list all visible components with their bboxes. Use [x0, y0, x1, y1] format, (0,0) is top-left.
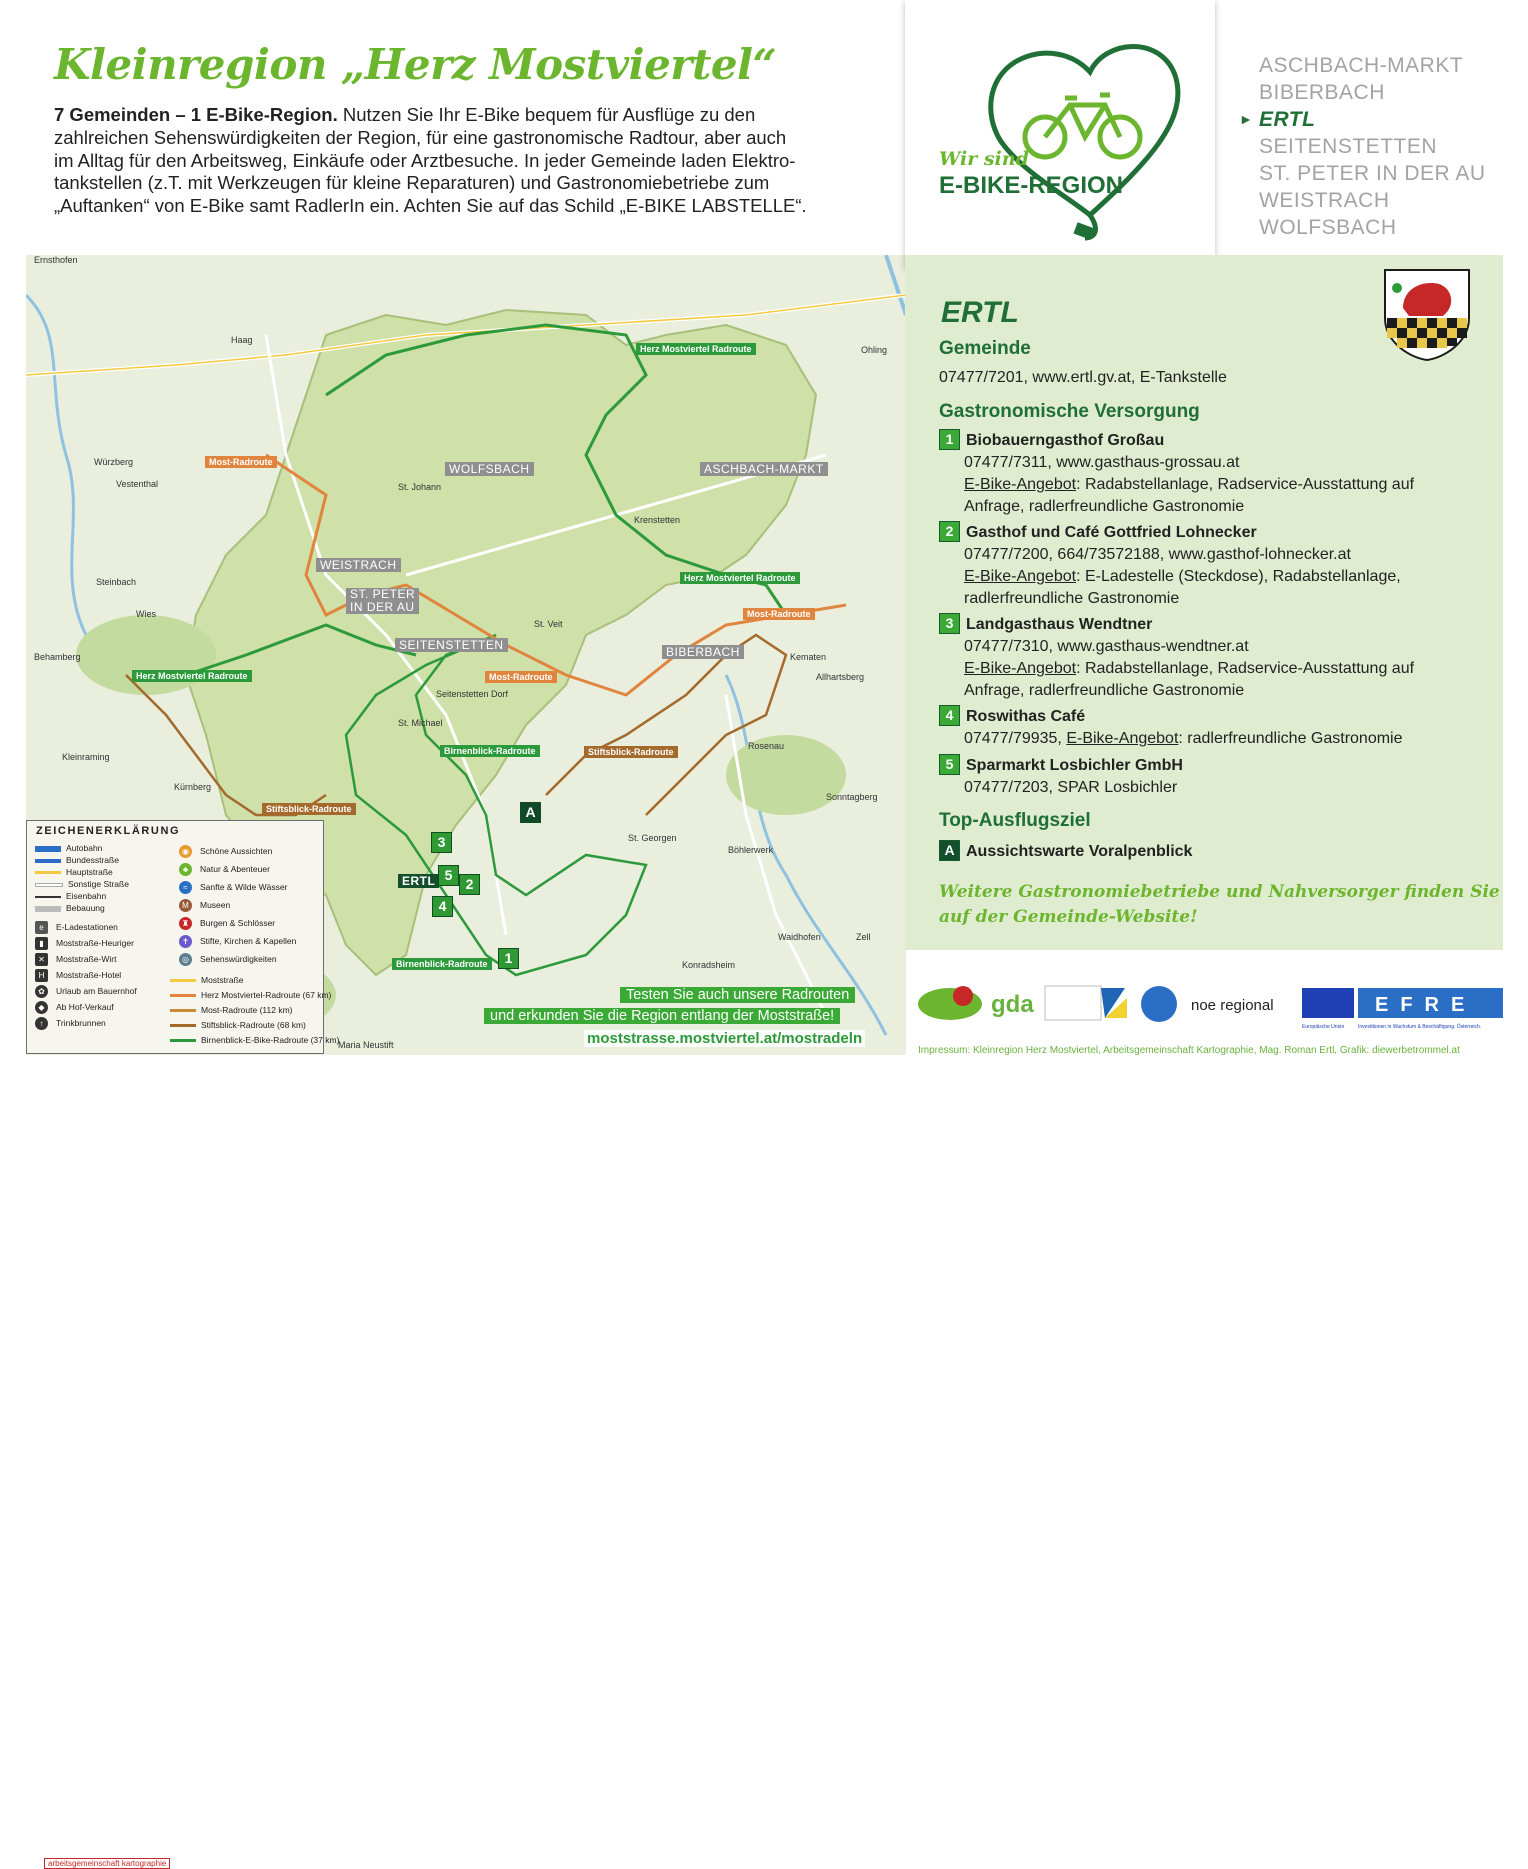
gastro-entry	[939, 705, 1484, 750]
map-label-biberbach: BIBERBACH	[662, 645, 744, 659]
entry-contact: 07477/7200, 664/73572188, www.gasthof-lohnecker.at	[964, 546, 1351, 563]
entry-name: Roswithas Café	[966, 708, 1086, 725]
municipality-item[interactable]: WEISTRACH	[1259, 189, 1390, 212]
herz-mostviertel-logo-icon	[918, 986, 982, 1020]
place-label: Kematen	[790, 652, 827, 662]
entry-offer-label: E-Bike-Angebot	[964, 660, 1077, 677]
legend-swatch-icon	[170, 1009, 196, 1012]
entry-number-badge: 5	[939, 754, 960, 775]
logo-line-1: Wir sind	[939, 148, 1029, 170]
place-label: Zell	[856, 932, 871, 942]
legend-item: Bundesstraße	[35, 855, 119, 865]
place-label: Böhlerwerk	[728, 845, 774, 855]
drinking-fountain-icon: ↑	[35, 1017, 48, 1030]
map-label-stpeter-1: ST. PETER	[350, 587, 416, 601]
municipality-item[interactable]: WOLFSBACH	[1259, 216, 1397, 239]
sight-icon: ◎	[179, 953, 192, 966]
ebike-region-logo	[905, 0, 1215, 268]
map-credit: arbeitsgemeinschaft kartographie	[44, 1858, 170, 1869]
place-label: Maria Neustift	[338, 1040, 394, 1050]
entry-number-badge: 2	[939, 521, 960, 542]
entry-number-badge: 3	[939, 613, 960, 634]
route-tag-most: Most-Radroute	[485, 671, 557, 683]
legend-swatch-icon	[170, 1024, 196, 1027]
hotel-icon: H	[35, 969, 48, 982]
intro-line: Nutzen Sie Ihr E-Bike bequem für Ausflüge zu den	[337, 104, 756, 125]
map-marker-A[interactable]: A	[520, 802, 541, 823]
map-label-stpeter	[346, 588, 419, 614]
place-label: Ohling	[861, 345, 888, 355]
legend-swatch-icon	[35, 846, 61, 852]
entry-number-badge: 1	[939, 429, 960, 450]
footnote-line: Weitere Gastronomiebetriebe und Nahversorger finden Sie	[939, 882, 1500, 902]
intro-line: im Alltag für den Arbeitsweg, Einkäufe oder Arztbesuche. In jeder Gemeinde laden Elektro-	[54, 149, 796, 171]
legend-swatch-icon	[35, 906, 61, 912]
route-tag-herz: Herz Mostviertel Radroute	[132, 670, 252, 682]
entry-offer-cont: Anfrage, radlerfreundliche Gastronomie	[964, 682, 1245, 699]
gastro-heading: Gastronomische Versorgung	[939, 401, 1200, 422]
map-label-aschbach: ASCHBACH-MARKT	[700, 462, 828, 476]
intro-line: tankstellen (z.T. mit Werkzeugen für kleine Reparaturen) und Gastronomiebetriebe zum	[54, 172, 770, 194]
legend-item: Hauptstraße	[35, 867, 113, 877]
panel-heading: ERTL	[941, 296, 1019, 329]
entry-number-badge: A	[939, 840, 960, 861]
route-tag-birnen: Birnenblick-Radroute	[440, 745, 540, 757]
wirt-icon: ✕	[35, 953, 48, 966]
place-label: Allhartsberg	[816, 672, 865, 682]
legend-swatch-icon	[35, 896, 61, 898]
gastro-entry	[939, 429, 1484, 518]
entry-number-badge: 4	[939, 705, 960, 726]
place-label: Kürnberg	[174, 782, 212, 792]
route-tag-stifts: Stiftsblick-Radroute	[584, 746, 678, 758]
route-tag-herz: Herz Mostviertel Radroute	[680, 572, 800, 584]
castle-icon: ♜	[179, 917, 192, 930]
place-label: Rosenau	[748, 741, 785, 751]
legend-item: Bebauung	[35, 903, 105, 913]
legend-item: ♣ Natur & Abenteuer	[179, 863, 270, 876]
legend-item: ▮ Moststraße-Heuriger	[35, 937, 134, 950]
entry-contact: 07477/7311, www.gasthaus-grossau.at	[964, 454, 1240, 471]
legend-item: Autobahn	[35, 843, 102, 853]
legend-item: ↑ Trinkbrunnen	[35, 1017, 106, 1030]
impressum: Impressum: Kleinregion Herz Mostviertel, Arbeitsgemeinschaft Kartographie, Mag. Roman Ertl, Grafik: diewerbetrommel.at	[918, 1045, 1460, 1056]
efre-caption: Investitionen in Wachstum & Beschäftigung. Österreich.	[1358, 1024, 1482, 1030]
entry-offer-cont: Anfrage, radlerfreundliche Gastronomie	[964, 498, 1245, 515]
intro-line: „Auftanken“ von E-Bike samt RadlerIn ein. Achten Sie auf das Schild „E-BIKE LABSTELLE“.	[54, 195, 807, 217]
legend-item: Sonstige Straße	[35, 879, 129, 889]
entry-contact: 07477/7310, www.gasthaus-wendtner.at	[964, 638, 1249, 655]
legend-item: M Museen	[179, 899, 230, 912]
view-icon: ◉	[179, 845, 192, 858]
place-label: St. Veit	[534, 619, 563, 629]
legend-item: Birnenblick-E-Bike-Radroute (37 km)	[170, 1035, 339, 1045]
legend-swatch-icon	[35, 859, 61, 863]
entry-offer-label: E-Bike-Angebot	[964, 568, 1077, 585]
legend-item: Most-Radroute (112 km)	[170, 1005, 292, 1015]
legend-item: ✕ Moststraße-Wirt	[35, 953, 116, 966]
place-label: St. Michael	[398, 718, 443, 728]
entry-offer-label: E-Bike-Angebot	[1066, 730, 1179, 747]
panel-footnote	[939, 880, 1500, 930]
legend-swatch-icon	[35, 883, 63, 887]
legend-item: Stiftsblick-Radroute (68 km)	[170, 1020, 306, 1030]
eu-flag-icon	[1302, 988, 1354, 1018]
route-tag-stifts: Stiftsblick-Radroute	[262, 803, 356, 815]
legend-item: ◎ Sehenswürdigkeiten	[179, 953, 277, 966]
legend-item: ✝ Stifte, Kirchen & Kapellen	[179, 935, 296, 948]
map-label-wolfsbach: WOLFSBACH	[445, 462, 534, 476]
map-marker-4[interactable]: 4	[432, 896, 453, 917]
place-label: Würzberg	[94, 457, 134, 467]
heuriger-icon: ▮	[35, 937, 48, 950]
place-label: Waidhofen	[778, 932, 821, 942]
gastro-entry	[939, 521, 1484, 610]
entry-offer-label: E-Bike-Angebot	[964, 476, 1077, 493]
entry-name: Landgasthaus Wendtner	[966, 616, 1153, 633]
charging-icon: e	[35, 921, 48, 934]
gastro-entry	[939, 754, 1484, 799]
legend-swatch-icon	[35, 871, 61, 874]
promo-link[interactable]: moststrasse.mostviertel.at/mostradeln	[584, 1030, 865, 1047]
legend-item: Moststraße	[170, 975, 244, 985]
map-legend	[26, 820, 340, 1868]
place-label: St. Georgen	[628, 833, 677, 843]
noe-regional-logo: noe regional	[1191, 997, 1274, 1014]
legend-item: Herz Mostviertel-Radroute (67 km)	[170, 990, 331, 1000]
legend-item: ✿ Urlaub am Bauernhof	[35, 985, 137, 998]
place-label: Behamberg	[34, 652, 81, 662]
intro-bold: 7 Gemeinden – 1 E-Bike-Region.	[54, 104, 338, 125]
klima-energiefonds-icon	[1141, 986, 1177, 1022]
farm-shop-icon: ◆	[35, 1001, 48, 1014]
map-marker-1[interactable]: 1	[498, 948, 519, 969]
coat-of-arms-icon	[1383, 268, 1471, 362]
church-icon: ✝	[179, 935, 192, 948]
place-label: Vestenthal	[116, 479, 159, 489]
place-label: Seitenstetten Dorf	[436, 689, 509, 699]
gemeinde-text: 07477/7201, www.ertl.gv.at, E-Tankstelle	[939, 369, 1227, 386]
footnote-line: auf der Gemeinde-Website!	[939, 907, 1198, 927]
intro-line: zahlreichen Sehenswürdigkeiten der Region, für eine gastronomische Radtour, aber auch	[54, 126, 787, 148]
heart-bike-icon	[905, 0, 1215, 268]
map-marker-2[interactable]: 2	[459, 874, 480, 895]
place-label: Haag	[231, 335, 253, 345]
legend-swatch-icon	[170, 1039, 196, 1042]
page-title: Kleinregion „Herz Mostviertel“	[54, 40, 777, 89]
gastro-entry	[939, 613, 1484, 702]
map-marker-5[interactable]: 5	[438, 865, 459, 886]
map-label-ertl: ERTL	[398, 874, 439, 888]
place-label: Sonntagberg	[826, 792, 878, 802]
promo-line-1: Testen Sie auch unsere Radrouten	[620, 987, 855, 1003]
efre-logo: EFRE	[1375, 994, 1477, 1016]
top-entry	[939, 840, 1484, 863]
map-label-seitenstetten: SEITENSTETTEN	[395, 638, 508, 652]
route-tag-herz: Herz Mostviertel Radroute	[636, 343, 756, 355]
map-marker-3[interactable]: 3	[431, 832, 452, 853]
entry-contact: 07477/7203, SPAR Losbichler	[964, 779, 1178, 796]
gda-logo: gda	[991, 991, 1034, 1018]
entry-offer: : Radabstellanlage, Radservice-Ausstattung auf	[1076, 660, 1415, 677]
intro-text	[54, 104, 854, 218]
municipality-item[interactable]: SEITENSTETTEN	[1259, 135, 1438, 158]
farm-icon: ✿	[35, 985, 48, 998]
eu-caption: Europäische Union	[1302, 1024, 1345, 1030]
entry-offer: : E-Ladestelle (Steckdose), Radabstellanlage,	[1076, 568, 1401, 585]
klima-energie-modellregion-icon	[1045, 986, 1127, 1020]
nature-icon: ♣	[179, 863, 192, 876]
municipality-item-active[interactable]: ► ERTL	[1259, 106, 1486, 133]
legend-item: H Moststraße-Hotel	[35, 969, 121, 982]
legend-swatch-icon	[170, 994, 196, 997]
route-tag-most: Most-Radroute	[205, 456, 277, 468]
promo-line-2: und erkunden Sie die Region entlang der Moststraße!	[484, 1008, 840, 1024]
gemeinde-heading: Gemeinde	[939, 338, 1031, 359]
entry-name: Sparmarkt Losbichler GmbH	[966, 757, 1183, 774]
municipality-item[interactable]: ASCHBACH-MARKT	[1259, 54, 1464, 77]
entry-name: Biobauerngasthof Großau	[966, 432, 1165, 449]
place-label: Ernsthofen	[34, 255, 78, 265]
museum-icon: M	[179, 899, 192, 912]
legend-item: ◉ Schöne Aussichten	[179, 845, 272, 858]
municipality-item[interactable]: ST. PETER IN DER AU	[1259, 162, 1486, 185]
place-label: Konradsheim	[682, 960, 736, 970]
place-label: Kleinraming	[62, 752, 110, 762]
entry-offer: : Radabstellanlage, Radservice-Ausstattung auf	[1076, 476, 1415, 493]
map-label-stpeter-2: IN DER AU	[350, 600, 415, 614]
legend-title: ZEICHENERKLÄRUNG	[36, 825, 181, 837]
municipality-list	[1259, 52, 1486, 241]
map-label-weistrach: WEISTRACH	[316, 558, 401, 572]
legend-item: ≈ Sanfte & Wilde Wässer	[179, 881, 287, 894]
entry-name: Gasthof und Café Gottfried Lohnecker	[966, 524, 1257, 541]
sponsor-logos	[905, 978, 1505, 1030]
legend-swatch-icon	[170, 979, 196, 982]
water-icon: ≈	[179, 881, 192, 894]
logo-line-2: E-BIKE-REGION	[939, 172, 1124, 199]
legend-item: ♜ Burgen & Schlösser	[179, 917, 275, 930]
place-label: Wies	[136, 609, 156, 619]
top-heading: Top-Ausflugsziel	[939, 810, 1091, 831]
entry-offer-cont: radlerfreundliche Gastronomie	[964, 590, 1180, 607]
place-label: Steinbach	[96, 577, 137, 587]
legend-item: ◆ Ab Hof-Verkauf	[35, 1001, 114, 1014]
entry-contact: 07477/79935,	[964, 730, 1067, 747]
place-label: Krenstetten	[634, 515, 681, 525]
legend-item: Eisenbahn	[35, 891, 106, 901]
legend-item: e E-Ladestationen	[35, 921, 118, 934]
entry-offer: : radlerfreundliche Gastronomie	[1178, 730, 1403, 747]
place-label: St. Johann	[398, 482, 442, 492]
route-tag-birnen: Birnenblick-Radroute	[392, 958, 492, 970]
entry-name: Aussichtswarte Voralpenblick	[966, 843, 1193, 860]
route-tag-most: Most-Radroute	[743, 608, 815, 620]
municipality-item[interactable]: BIBERBACH	[1259, 81, 1385, 104]
